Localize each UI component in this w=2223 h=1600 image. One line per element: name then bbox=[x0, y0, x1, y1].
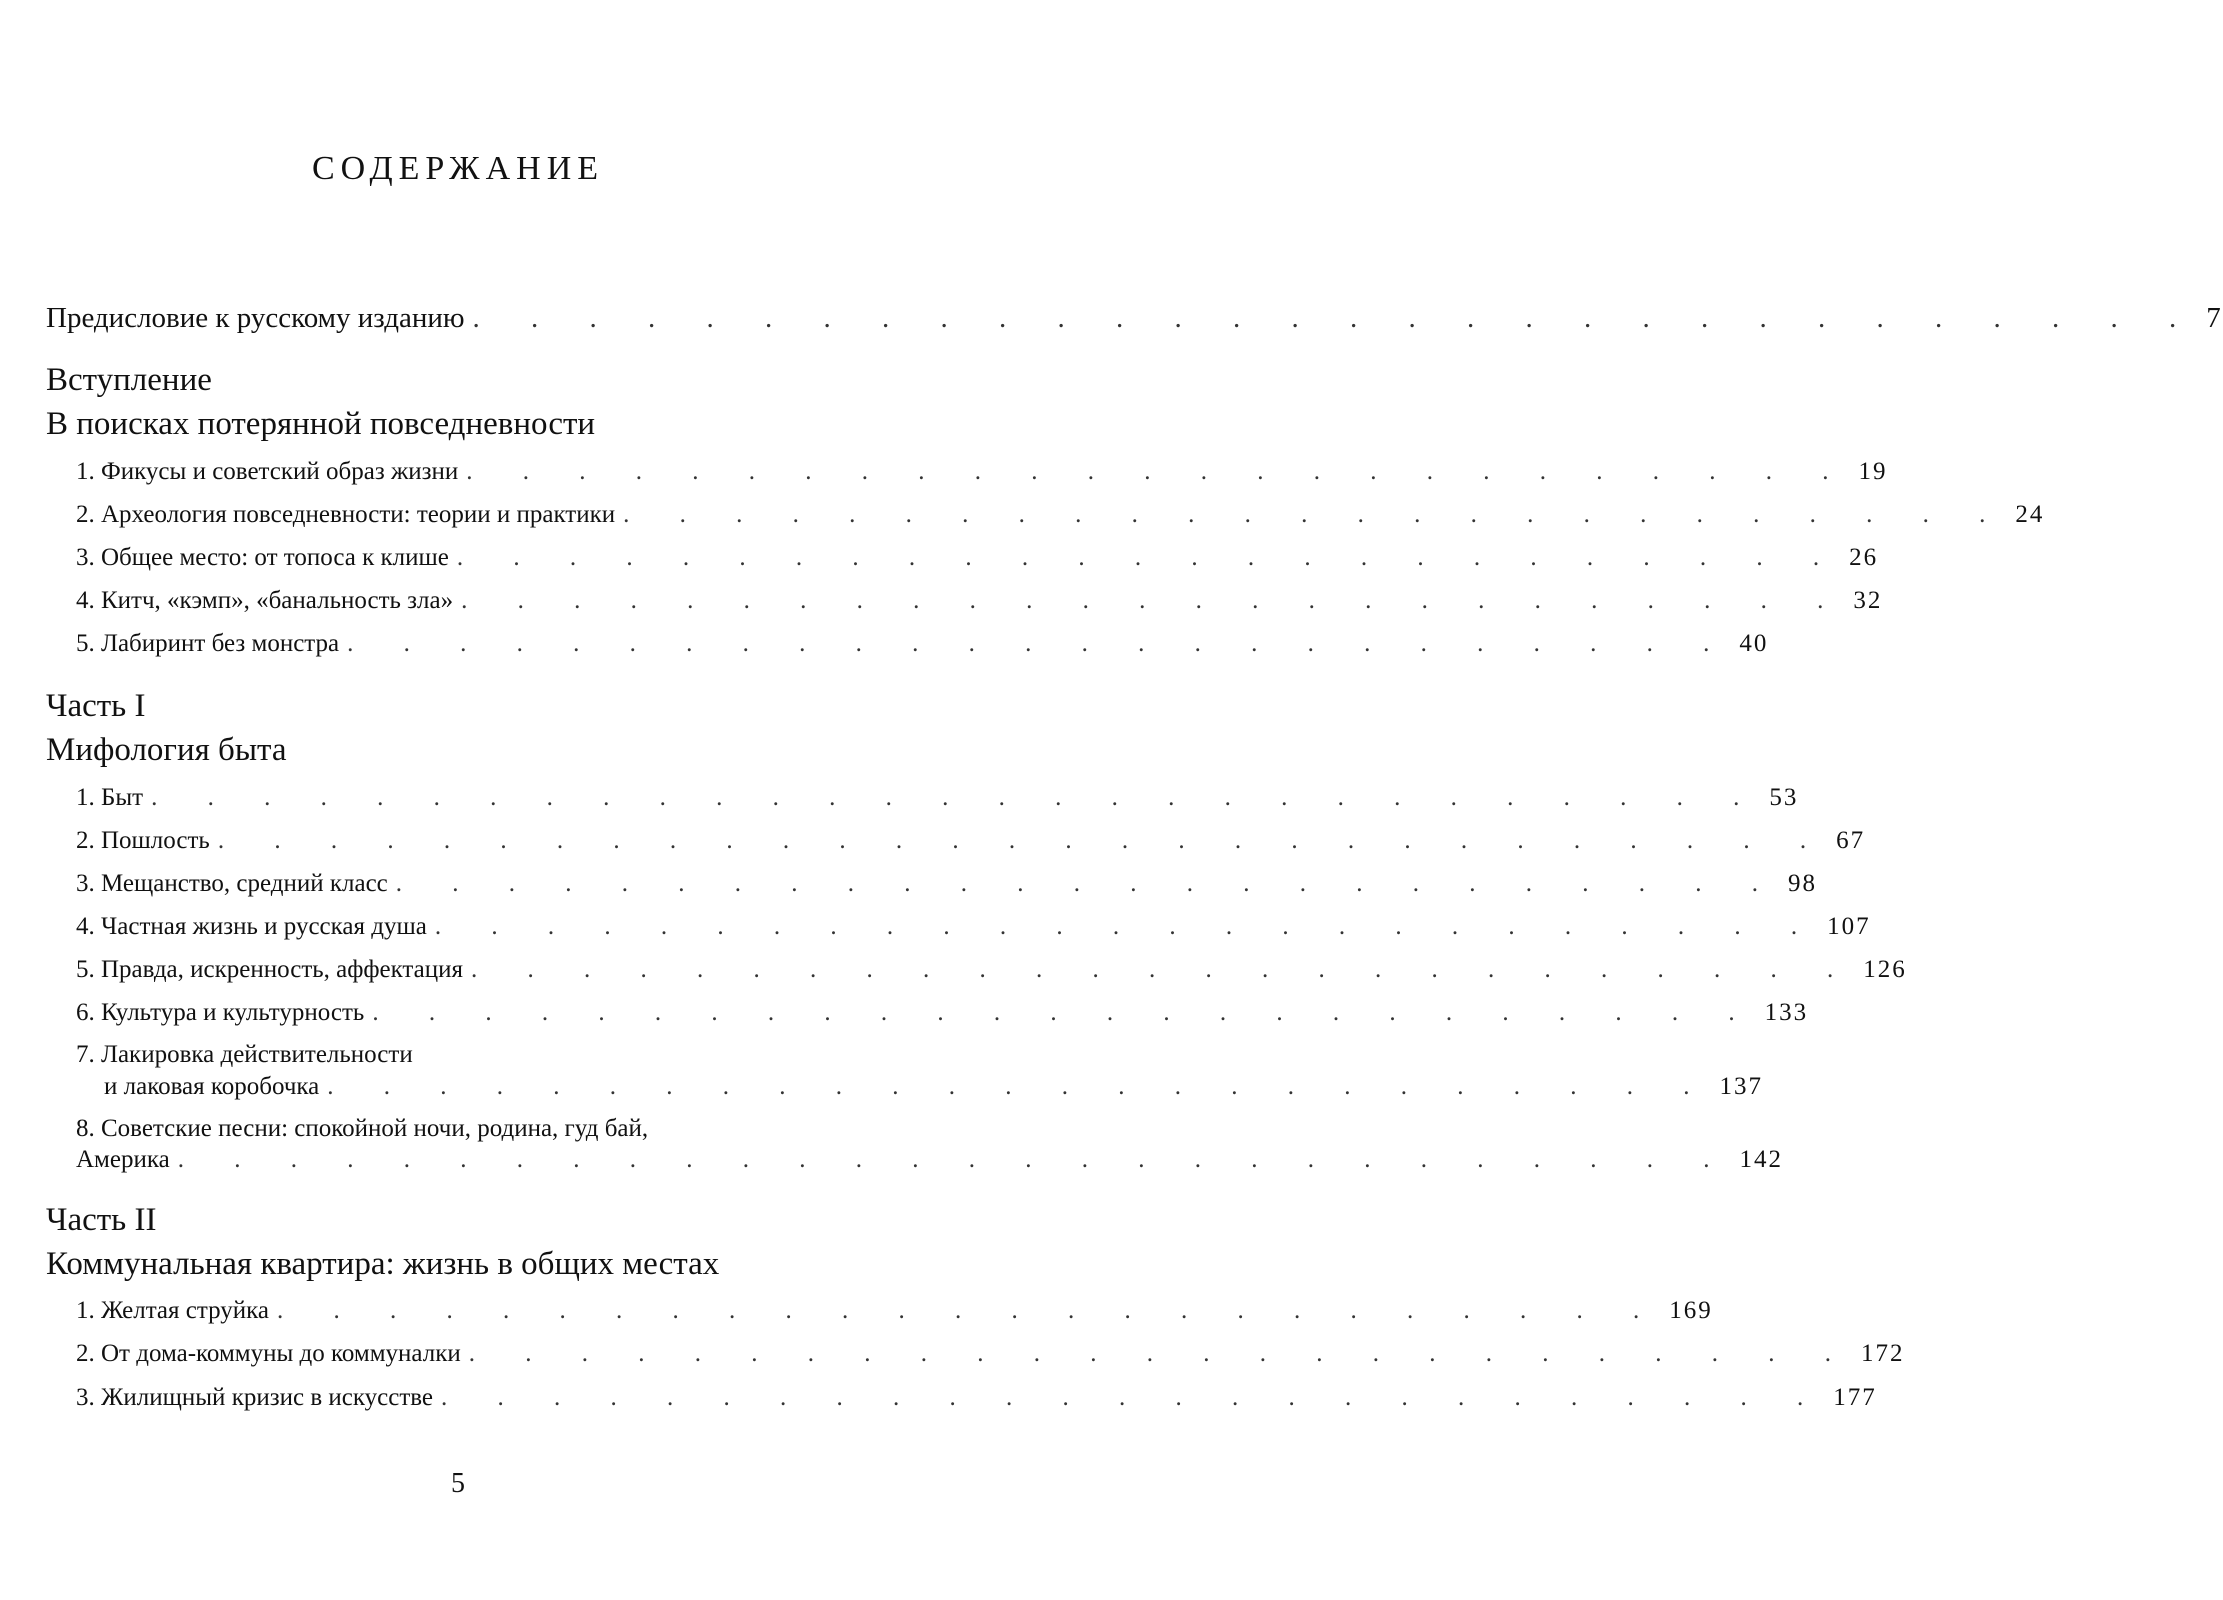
leader-dots: . . . . . . . . . . . . . . . . . . . . . . . . . bbox=[395, 870, 1781, 897]
toc-entry[interactable] bbox=[46, 956, 1907, 984]
toc-entry-label: 2. От дома-коммуны до коммуналки bbox=[76, 1340, 461, 1367]
leader-dots: . . . . . . . . . . . . . . . . . . . . . . . . . . . . . . bbox=[472, 302, 2199, 334]
leader-dots: . . . . . . . . . . . . . . . . . . . . . . . . . bbox=[456, 544, 1842, 571]
toc-entry-page: 98 bbox=[1788, 870, 1818, 897]
toc-entry[interactable] bbox=[46, 1384, 1877, 1412]
toc-entry-page: 177 bbox=[1833, 1384, 1877, 1411]
toc-entry-page: 53 bbox=[1769, 784, 1799, 811]
toc-entry-label: Предисловие к русскому изданию bbox=[46, 302, 465, 334]
toc-entry-label: 2. Пошлость bbox=[76, 827, 210, 854]
toc-entry-label: 1. Желтая струйка bbox=[76, 1297, 270, 1324]
leader-dots: . . . . . . . . . . . . . . . . . . . . . . . . . bbox=[471, 956, 1856, 983]
leader-dots: . . . . . . . . . . . . . . . . . . . . . . . . . bbox=[468, 1340, 1853, 1367]
section-heading-intro: Вступление bbox=[46, 362, 212, 398]
leader-dots: . . . . . . . . . . . . . . . . . . . . . . . . . bbox=[372, 999, 1757, 1026]
toc-entry[interactable] bbox=[46, 544, 1879, 572]
section-subtitle-part1: Мифология быта bbox=[46, 732, 287, 768]
toc-entry[interactable] bbox=[46, 1297, 1713, 1325]
toc-entry[interactable] bbox=[46, 587, 1883, 615]
section-subtitle-part2: Коммунальная квартира: жизнь в общих местах bbox=[46, 1246, 720, 1282]
toc-entry-first-line: 8. Советские песни: спокойной ночи, родина, гуд бай, bbox=[76, 1115, 649, 1142]
toc-entry-page: 24 bbox=[2015, 501, 2045, 528]
toc-entry[interactable] bbox=[46, 913, 1871, 941]
leader-dots: . . . . . . . . . . . . . . . . . . . . . . . . . bbox=[461, 587, 1846, 614]
toc-entry-page: 169 bbox=[1669, 1297, 1713, 1324]
toc-entry-label: 3. Жилищный кризис в искусстве bbox=[76, 1384, 434, 1411]
page-title: СОДЕРЖАНИЕ bbox=[311, 150, 605, 187]
leader-dots: . . . . . . . . . . . . . . . . . . . . . . . . . bbox=[441, 1384, 1826, 1411]
leader-dots: . . . . . . . . . . . . . . . . . . . . . . . . . . . . . bbox=[151, 784, 1762, 811]
toc-entry-label: 3. Мещанство, средний класс bbox=[76, 870, 388, 897]
toc-entry-page: 137 bbox=[1719, 1073, 1764, 1100]
toc-entry-first-line: 7. Лакировка действительности bbox=[76, 1041, 413, 1068]
leader-dots: . . . . . . . . . . . . . . . . . . . . . . . . . bbox=[623, 501, 2008, 528]
page-number: 5 bbox=[451, 1468, 465, 1499]
toc-entry[interactable] bbox=[46, 999, 1809, 1027]
toc-entry[interactable] bbox=[46, 1073, 1764, 1101]
toc-entry-page: 19 bbox=[1858, 458, 1888, 485]
toc-entry-label: 3. Общее место: от топоса к клише bbox=[76, 544, 449, 571]
toc-entry-page: 142 bbox=[1739, 1146, 1783, 1173]
section-heading-part1: Часть I bbox=[46, 688, 146, 724]
section-heading-part2: Часть II bbox=[46, 1202, 157, 1238]
leader-dots: . . . . . . . . . . . . . . . . . . . . . . . . . bbox=[434, 913, 1820, 940]
toc-entry-page: 133 bbox=[1764, 999, 1809, 1026]
leader-dots: . . . . . . . . . . . . . . . . . . . . . . . . . bbox=[347, 630, 1732, 657]
toc-entry-label: 6. Культура и культурность bbox=[76, 999, 365, 1026]
toc-entry-label: 4. Китч, «кэмп», «банальность зла» bbox=[76, 587, 454, 614]
toc-entry-preface[interactable] bbox=[46, 302, 2223, 335]
toc-entry-page: 40 bbox=[1739, 630, 1769, 657]
toc-entry[interactable] bbox=[46, 1340, 1905, 1368]
toc-entry-page: 32 bbox=[1853, 587, 1883, 614]
toc-entry-page: 126 bbox=[1863, 956, 1907, 983]
toc-entry-label: 4. Частная жизнь и русская душа bbox=[76, 913, 427, 940]
toc-entry-page: 107 bbox=[1827, 913, 1871, 940]
toc-entry-label: 5. Правда, искренность, аффектация bbox=[76, 956, 464, 983]
toc-entry-label: Америка bbox=[76, 1146, 170, 1173]
section-subtitle-intro: В поисках потерянной повседневности bbox=[46, 406, 596, 442]
toc-entry[interactable] bbox=[46, 458, 1888, 486]
toc-entry-label: 1. Быт bbox=[76, 784, 144, 811]
leader-dots: . . . . . . . . . . . . . . . . . . . . . . . . . bbox=[466, 458, 1851, 485]
toc-entry[interactable] bbox=[46, 630, 1769, 658]
toc-entry[interactable] bbox=[46, 1146, 1783, 1174]
leader-dots: . . . . . . . . . . . . . . . . . . . . . . . . . . . . bbox=[177, 1146, 1732, 1173]
toc-entry-page: 26 bbox=[1849, 544, 1879, 571]
toc-entry-label: и лаковая коробочка bbox=[104, 1073, 320, 1100]
toc-entry-page: 67 bbox=[1836, 827, 1866, 854]
toc-entry[interactable] bbox=[46, 870, 1818, 898]
toc-entry-page: 172 bbox=[1860, 1340, 1905, 1367]
toc-entry-label: 5. Лабиринт без монстра bbox=[76, 630, 340, 657]
leader-dots: . . . . . . . . . . . . . . . . . . . . . . . . . bbox=[277, 1297, 1662, 1324]
toc-entry-page: 7 bbox=[2206, 302, 2223, 334]
toc-entry[interactable] bbox=[46, 784, 1799, 812]
toc-entry[interactable] bbox=[46, 827, 1866, 855]
toc-entry[interactable] bbox=[46, 501, 2045, 529]
leader-dots: . . . . . . . . . . . . . . . . . . . . . . . . . bbox=[327, 1073, 1712, 1100]
toc-entry-label: 1. Фикусы и советский образ жизни bbox=[76, 458, 459, 485]
toc-entry-label: 2. Археология повседневности: теории и практики bbox=[76, 501, 616, 528]
leader-dots: . . . . . . . . . . . . . . . . . . . . . . . . . . . . . bbox=[217, 827, 1829, 854]
